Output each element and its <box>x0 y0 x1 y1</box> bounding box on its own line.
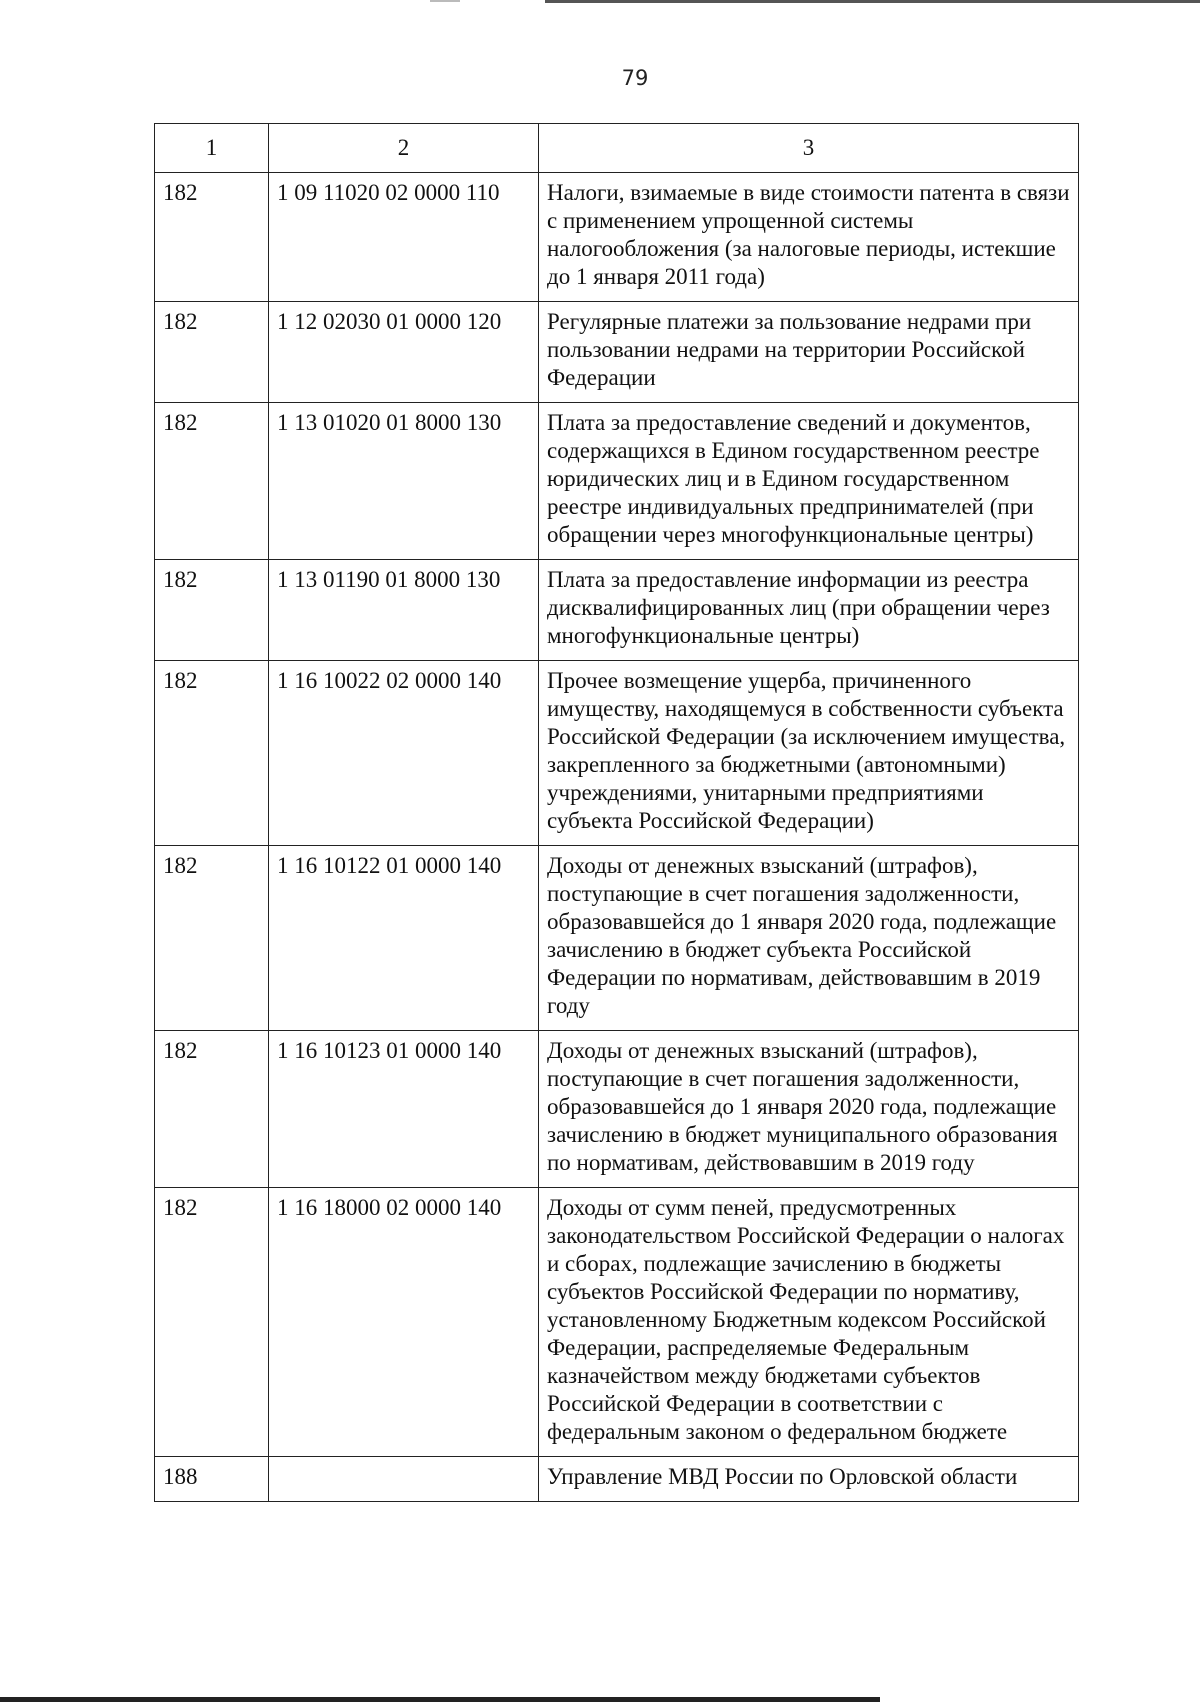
description-cell: Прочее возмещение ущерба, причиненного имуществу, находящемуся в собственности субъекта Российской Федерации (за исключением имущества, закрепленного за бюджетными (автономными) учреждениями, унитарными предприятиями субъекта Российской Федерации) <box>539 661 1079 846</box>
admin-code-cell: 182 <box>155 560 269 661</box>
description-cell: Регулярные платежи за пользование недрами при пользовании недрами на территории Российской Федерации <box>539 302 1079 403</box>
admin-code-cell: 182 <box>155 173 269 302</box>
table-row <box>155 661 1079 846</box>
admin-code-cell: 182 <box>155 302 269 403</box>
kbk-code-cell: 1 16 10122 01 0000 140 <box>269 846 539 1031</box>
kbk-code-cell: 1 09 11020 02 0000 110 <box>269 173 539 302</box>
admin-code-cell: 182 <box>155 403 269 560</box>
kbk-code-cell: 1 13 01020 01 8000 130 <box>269 403 539 560</box>
description-cell: Налоги, взимаемые в виде стоимости патента в связи с применением упрощенной системы налогообложения (за налоговые периоды, истекшие до 1 января 2011 года) <box>539 173 1079 302</box>
table-row <box>155 302 1079 403</box>
revenue-codes-table <box>154 123 1079 1502</box>
table-row <box>155 1188 1079 1457</box>
description-cell: Плата за предоставление информации из реестра дисквалифицированных лиц (при обращении через многофункциональные центры) <box>539 560 1079 661</box>
admin-code-cell: 182 <box>155 846 269 1031</box>
admin-code-cell: 182 <box>155 661 269 846</box>
kbk-code-cell: 1 16 18000 02 0000 140 <box>269 1188 539 1457</box>
kbk-code-cell: 1 16 10123 01 0000 140 <box>269 1031 539 1188</box>
column-header-1: 1 <box>155 124 269 173</box>
scan-edge-bottom <box>0 1697 880 1702</box>
admin-code-cell: 182 <box>155 1188 269 1457</box>
scan-edge-top <box>545 0 1200 3</box>
table-row <box>155 173 1079 302</box>
column-header-3: 3 <box>539 124 1079 173</box>
admin-code-cell: 182 <box>155 1031 269 1188</box>
table-row <box>155 846 1079 1031</box>
kbk-code-cell: 1 12 02030 01 0000 120 <box>269 302 539 403</box>
table-row <box>155 403 1079 560</box>
table-row <box>155 560 1079 661</box>
table-row <box>155 1457 1079 1502</box>
table-header-row <box>155 124 1079 173</box>
description-cell: Управление МВД России по Орловской области <box>539 1457 1079 1502</box>
kbk-code-cell: 1 16 10022 02 0000 140 <box>269 661 539 846</box>
column-header-2: 2 <box>269 124 539 173</box>
description-cell: Доходы от сумм пеней, предусмотренных законодательством Российской Федерации о налогах и сборах, подлежащие зачислению в бюджеты субъектов Российской Федерации по нормативу, установленному Бюджетным кодексом Российской Федерации, распределяемые Федеральным казначейством между бюджетами субъектов Российской Федерации в соответствии с федеральным законом о федеральном бюджете <box>539 1188 1079 1457</box>
description-cell: Доходы от денежных взысканий (штрафов), поступающие в счет погашения задолженности, образовавшейся до 1 января 2020 года, подлежащие зачислению в бюджет субъекта Российской Федерации по нормативам, действовавшим в 2019 году <box>539 846 1079 1031</box>
scan-edge-mark <box>430 0 460 2</box>
table-row <box>155 1031 1079 1188</box>
kbk-code-cell <box>269 1457 539 1502</box>
description-cell: Плата за предоставление сведений и документов, содержащихся в Едином государственном реестре юридических лиц и в Едином государственном реестре индивидуальных предпринимателей (при обращении через многофункциональные центры) <box>539 403 1079 560</box>
admin-code-cell: 188 <box>155 1457 269 1502</box>
table-body <box>155 173 1079 1502</box>
page-number: 79 <box>621 66 649 90</box>
kbk-code-cell: 1 13 01190 01 8000 130 <box>269 560 539 661</box>
description-cell: Доходы от денежных взысканий (штрафов), поступающие в счет погашения задолженности, образовавшейся до 1 января 2020 года, подлежащие зачислению в бюджет муниципального образования по нормативам, действовавшим в 2019 году <box>539 1031 1079 1188</box>
